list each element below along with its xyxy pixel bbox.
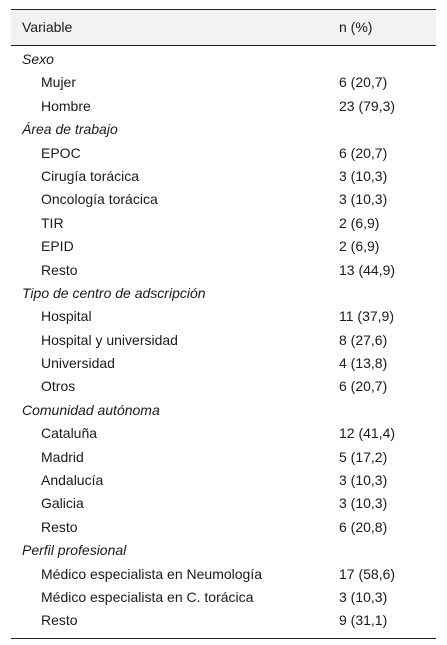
- row-label: Cataluña: [41, 425, 98, 442]
- row-label: Médico especialista en C. torácica: [41, 588, 254, 605]
- row-value: 3 (10,3): [339, 472, 388, 489]
- row-value: 23 (79,3): [339, 97, 396, 114]
- table-row: [11, 375, 436, 398]
- row-label: Andalucía: [41, 472, 104, 489]
- row-label: Hospital y universidad: [41, 331, 178, 348]
- table-row: [11, 235, 436, 258]
- row-value: 11 (37,9): [339, 308, 394, 325]
- table-row: [11, 516, 436, 539]
- row-label: TIR: [41, 214, 64, 231]
- table-row: [11, 329, 436, 352]
- row-label: Hospital: [41, 308, 92, 325]
- row-label: Resto: [41, 261, 78, 278]
- row-value: 5 (17,2): [339, 448, 388, 465]
- table-row: [11, 305, 436, 328]
- row-label: Universidad: [41, 355, 115, 372]
- row-label: Médico especialista en Neumología: [41, 565, 263, 582]
- row-value: 2 (6,9): [339, 214, 380, 231]
- table-header: [11, 9, 436, 46]
- table-row: [11, 142, 436, 165]
- row-value: 3 (10,3): [339, 495, 388, 512]
- table-row: [11, 71, 436, 94]
- row-value: 3 (10,3): [339, 191, 388, 208]
- table-row: [11, 469, 436, 492]
- row-label: Otros: [41, 378, 76, 395]
- row-value: 8 (27,6): [339, 331, 388, 348]
- row-value: 12 (41,4): [339, 425, 396, 442]
- table-row: [11, 188, 436, 211]
- row-value: 4 (13,8): [339, 355, 388, 372]
- row-label: Madrid: [41, 448, 84, 465]
- group-label: Sexo: [22, 51, 54, 67]
- row-label: Mujer: [41, 74, 77, 91]
- row-value: 6 (20,8): [339, 518, 388, 535]
- row-label: Resto: [41, 518, 78, 535]
- table-row: [11, 259, 436, 282]
- row-value: 6 (20,7): [339, 378, 388, 395]
- row-value: 13 (44,9): [339, 261, 396, 278]
- table-row: [11, 492, 436, 515]
- group-label: Área de trabajo: [22, 121, 118, 138]
- table-group-row: [11, 282, 436, 305]
- table-row: [11, 586, 436, 609]
- group-label: Comunidad autónoma: [22, 401, 160, 418]
- row-value: 3 (10,3): [339, 167, 388, 184]
- table-row: [11, 422, 436, 445]
- table-row: [11, 212, 436, 235]
- table-row: [11, 95, 436, 118]
- row-label: EPID: [41, 238, 74, 255]
- table-row: [11, 352, 436, 375]
- group-label: Perfil profesional: [22, 542, 127, 559]
- row-value: 2 (6,9): [339, 238, 380, 255]
- row-value: 6 (20,7): [339, 144, 388, 161]
- row-label: Resto: [41, 612, 78, 629]
- group-label: Tipo de centro de adscripción: [22, 284, 206, 301]
- header-n-percent: n (%): [339, 19, 373, 35]
- row-label: Cirugía torácica: [41, 167, 140, 184]
- row-value: 3 (10,3): [339, 588, 388, 605]
- table-group-row: [11, 399, 436, 422]
- table-row: [11, 609, 436, 632]
- row-label: Hombre: [41, 97, 91, 114]
- row-value: 6 (20,7): [339, 74, 388, 91]
- table-group-row: [11, 539, 436, 562]
- table-group-row: [11, 118, 436, 141]
- table-row: [11, 446, 436, 469]
- table-row: [11, 563, 436, 586]
- header-variable: Variable: [22, 19, 73, 35]
- row-label: EPOC: [41, 144, 81, 161]
- data-table: [11, 9, 436, 639]
- table-row: [11, 165, 436, 188]
- table-group-row: [11, 48, 436, 71]
- row-label: Galicia: [41, 495, 84, 512]
- row-label: Oncología torácica: [41, 191, 158, 208]
- row-value: 9 (31,1): [339, 612, 388, 629]
- row-value: 17 (58,6): [339, 565, 396, 582]
- table-body: [11, 46, 436, 639]
